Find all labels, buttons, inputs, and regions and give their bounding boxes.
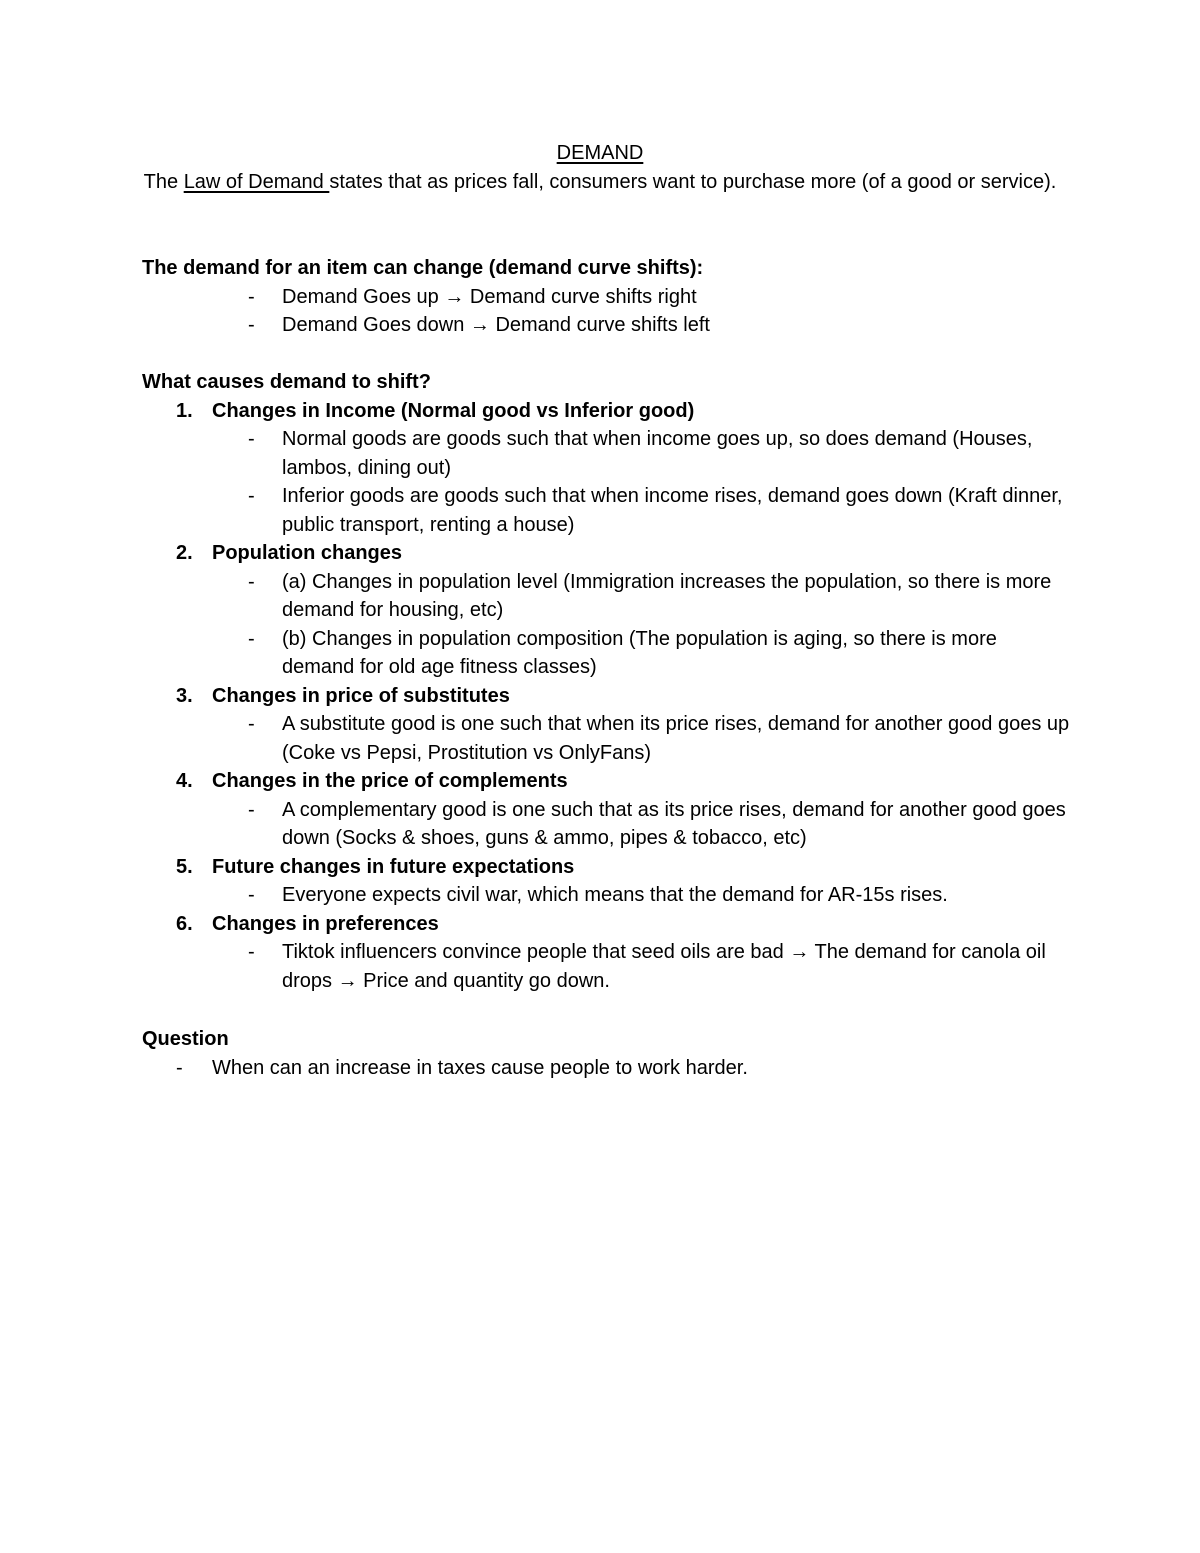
list-item [142,311,1072,340]
cause-item [142,397,1072,540]
bullet-dash: - [176,1056,183,1079]
shift-heading: The demand for an item can change (demand curve shifts): [142,257,704,279]
cause-label: Changes in price of substitutes [212,684,510,707]
cause-item [142,853,1072,910]
cause-item [142,682,1072,768]
bullet-dash: - [248,941,255,963]
cause-point-text: Everyone expects civil war, which means that the demand for AR-15s rises. [282,884,948,906]
bullet-dash: - [248,798,255,821]
question-list [142,1054,1072,1083]
question-text: When can an increase in taxes cause people to work harder. [212,1056,748,1079]
cause-point-text: Tiktok influencers convince people that seed oils are bad → The demand for canola oil drops → Price and quantity go down. [282,941,1046,992]
cause-number: 1. [176,399,193,422]
shift-section [142,254,1072,340]
cause-label: Future changes in future expectations [212,855,575,878]
cause-point-text: A substitute good is one such that when its price rises, demand for another good goes up (Coke vs Pepsi, Prostitution vs OnlyFans) [282,713,1070,764]
cause-point [142,796,1072,853]
page-title: DEMAND [556,142,644,164]
cause-heading [142,539,1072,568]
cause-point [142,625,1072,682]
question-heading: Question [142,1028,229,1050]
cause-number: 5. [176,855,193,878]
cause-point [142,938,1072,995]
list-item [142,1054,1072,1083]
cause-item [142,767,1072,853]
bullet-dash: - [248,285,255,308]
intro-paragraph [140,168,1060,197]
cause-point-text: (b) Changes in population composition (The population is aging, so there is more demand for old age fitness classes) [282,627,997,678]
law-of-demand-term: Law of Demand [183,170,330,193]
cause-point-text: A complementary good is one such that as its price rises, demand for another good goes down (Socks & shoes, guns & ammo, pipes & tobacco, etc) [282,798,1066,849]
cause-number: 3. [176,684,193,707]
bullet-dash: - [248,485,255,507]
bullet-dash: - [248,627,255,650]
bullet-dash: - [248,884,255,906]
list-item-text: Demand Goes up → Demand curve shifts right [282,285,697,308]
cause-number: 4. [176,770,193,792]
list-item [142,283,1072,312]
intro-after: states that as prices fall, consumers want to purchase more (of a good or service). [329,170,1057,193]
cause-heading [142,682,1072,711]
causes-list [142,397,1072,996]
cause-number: 6. [176,912,193,935]
cause-point [142,710,1072,767]
cause-label: Changes in preferences [212,912,439,935]
cause-label: Population changes [212,542,403,564]
causes-section [142,368,1072,995]
cause-label: Changes in the price of complements [212,770,568,792]
cause-point-text: (a) Changes in population level (Immigration increases the population, so there is more demand for housing, etc) [282,570,1052,621]
causes-heading: What causes demand to shift? [142,371,431,393]
cause-point-text: Inferior goods are goods such that when income rises, demand goes down (Kraft dinner, public transport, renting a house) [282,485,1063,536]
cause-point [142,482,1072,539]
cause-item [142,910,1072,996]
cause-label: Changes in Income (Normal good vs Inferior good) [212,399,695,422]
intro-before: The [143,170,184,193]
cause-heading [142,853,1072,882]
question-section [142,1025,1072,1082]
shift-list [142,283,1072,340]
bullet-dash: - [248,570,255,593]
title-block [140,139,1060,196]
bullet-dash: - [248,713,255,735]
cause-point [142,425,1072,482]
cause-heading [142,910,1072,939]
list-item-text: Demand Goes down → Demand curve shifts left [282,314,710,336]
bullet-dash: - [248,428,255,450]
cause-point [142,881,1072,910]
bullet-dash: - [248,314,255,336]
cause-heading [142,397,1072,426]
cause-point-text: Normal goods are goods such that when income goes up, so does demand (Houses, lambos, dining out) [282,428,1033,479]
cause-number: 2. [176,542,193,564]
cause-heading [142,767,1072,796]
cause-item [142,539,1072,682]
cause-point [142,568,1072,625]
